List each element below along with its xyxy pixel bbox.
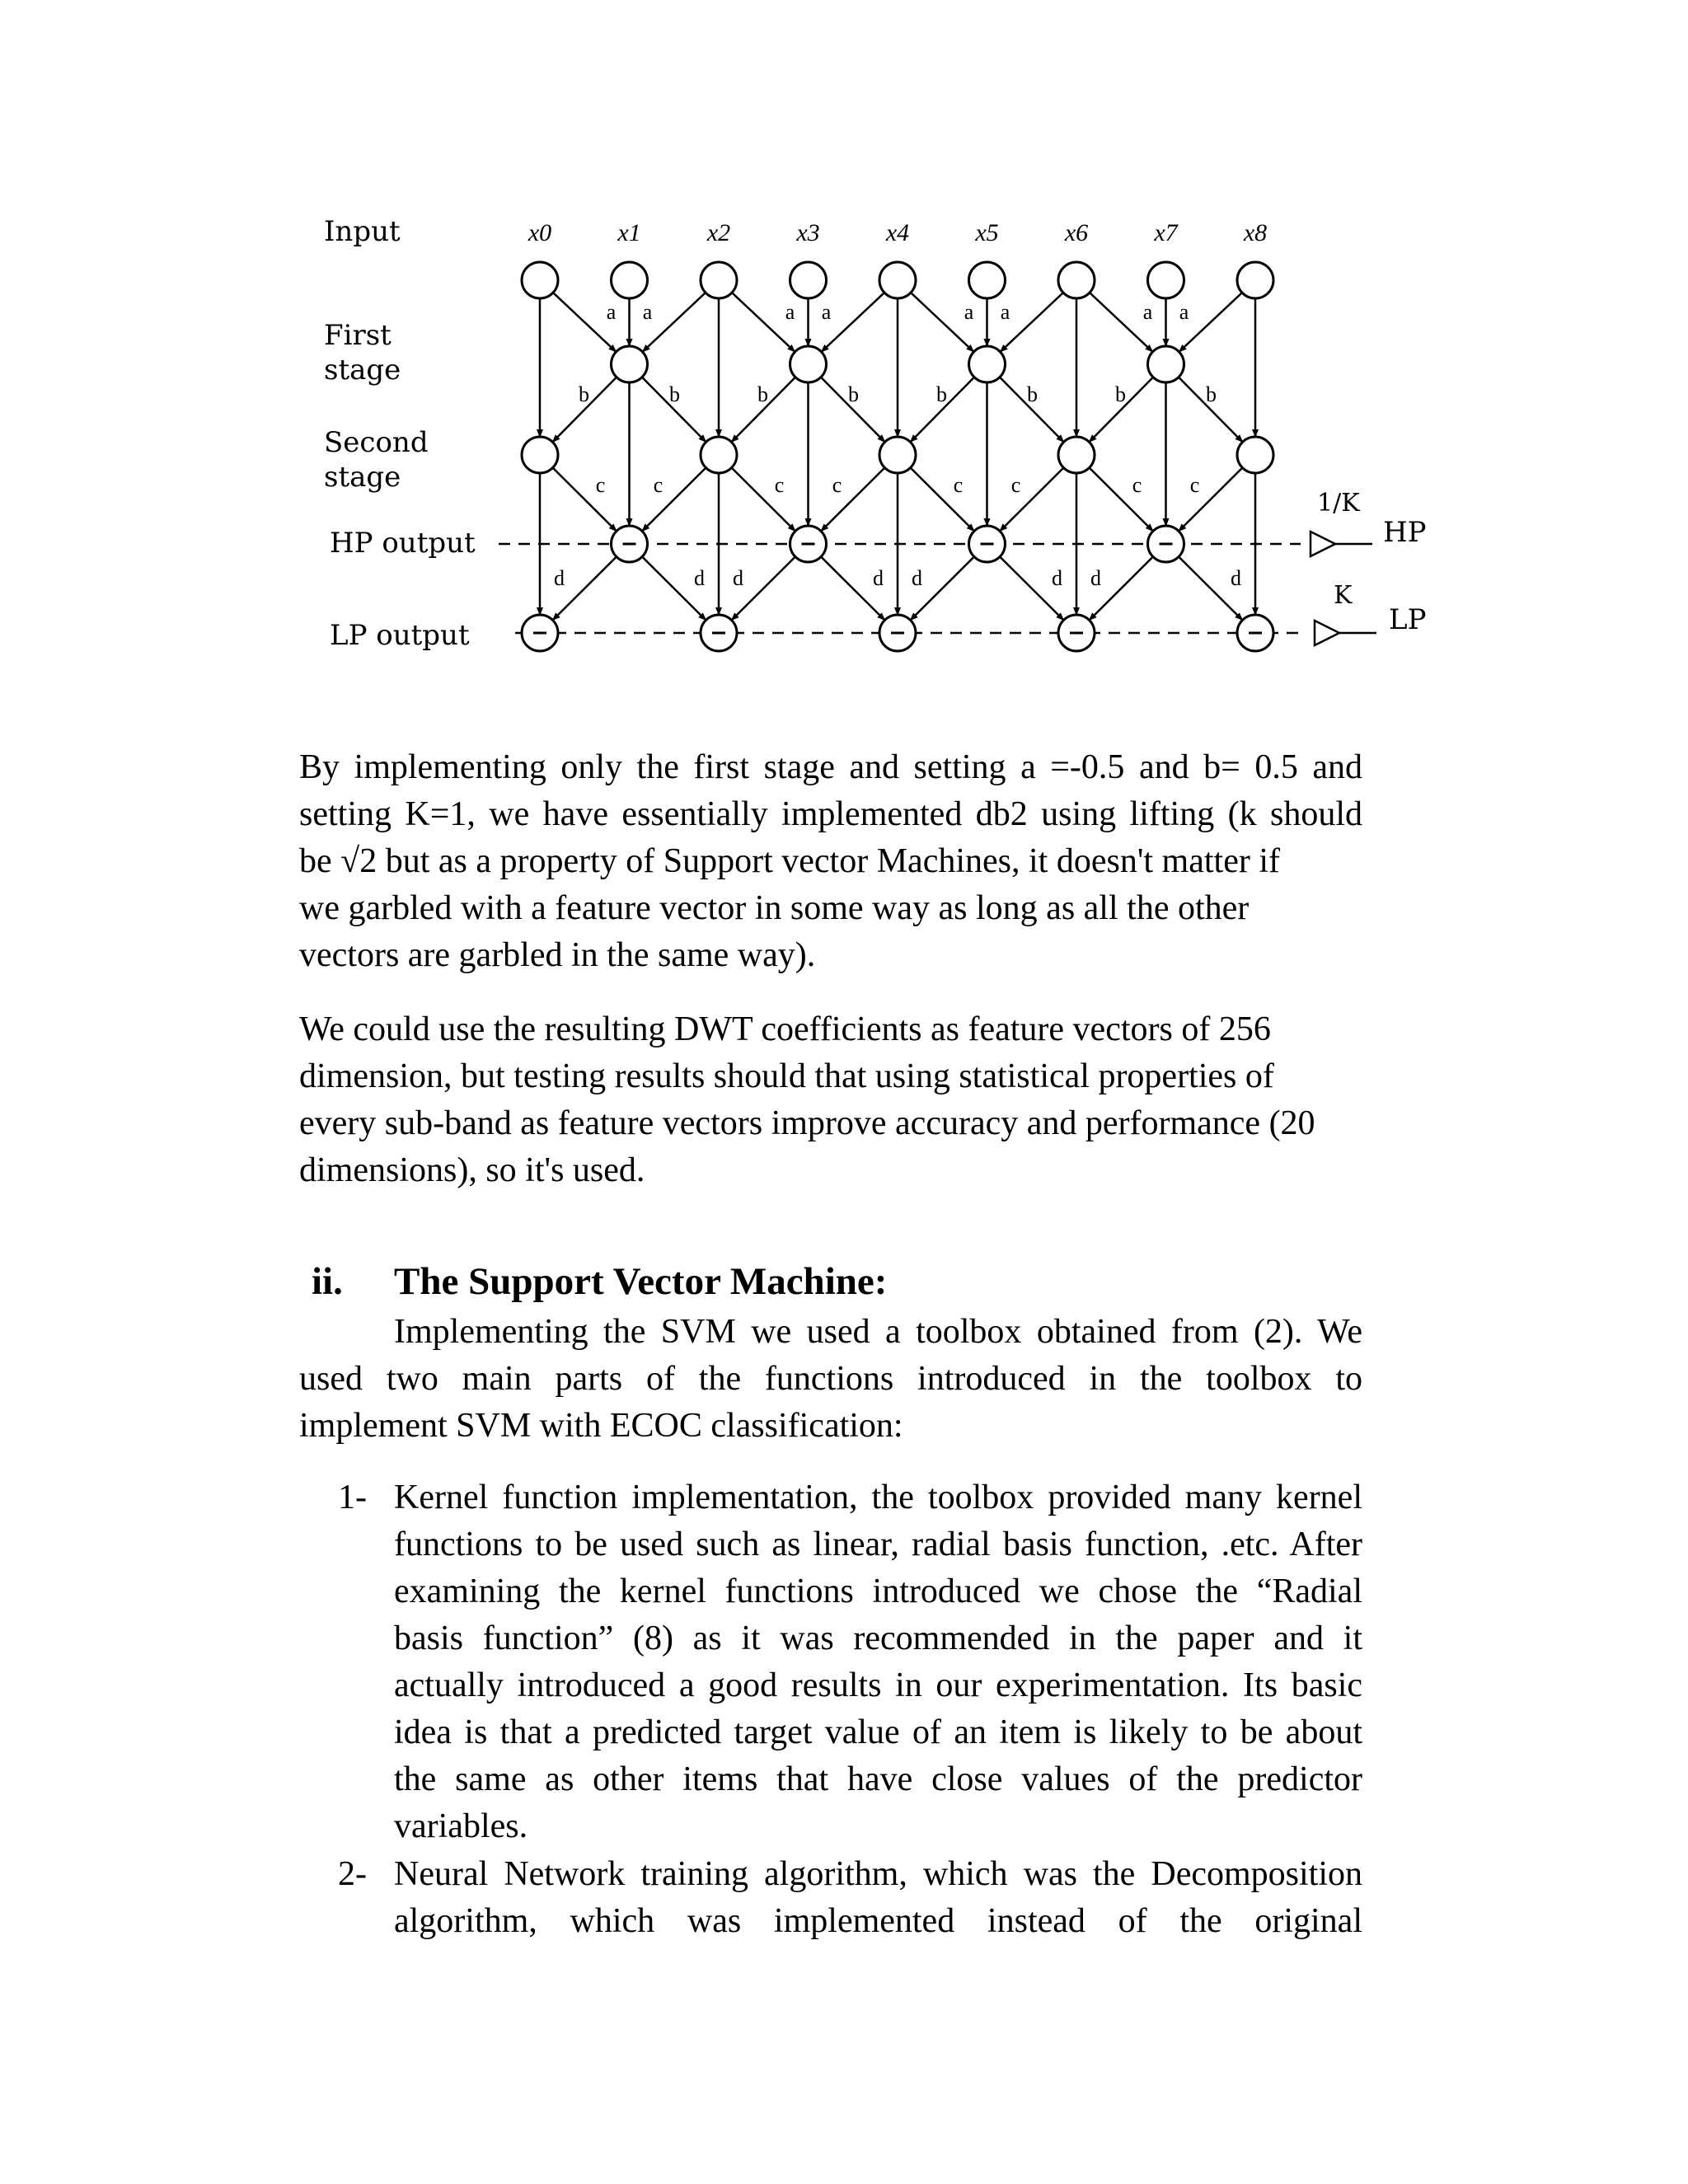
diagram-arrow: [732, 468, 795, 532]
input-label-x7: x7: [1154, 219, 1178, 246]
output-label-lp: LP: [1389, 603, 1427, 636]
diagram-node: [1148, 262, 1184, 298]
diagram-node: [790, 346, 827, 382]
input-label-x6: x6: [1064, 219, 1089, 246]
coef-label-a: a: [1142, 300, 1153, 324]
diagram-node: [612, 346, 648, 382]
scale-label-hp: 1/K: [1317, 489, 1360, 518]
diagram-node: [879, 262, 916, 298]
text-line: We could use the resulting DWT coefficients as feature vectors of 256: [299, 1010, 1271, 1048]
input-label-x4: x4: [885, 219, 910, 246]
diagram-arrow: [821, 468, 884, 532]
input-label-x0: x0: [528, 219, 552, 246]
row-label-first-stage: stage: [324, 354, 401, 387]
text-line: every sub-band as feature vectors improve accuracy and performance (20: [299, 1104, 1315, 1142]
coef-label-a: a: [821, 300, 832, 324]
text-line: variables.: [394, 1807, 528, 1845]
coef-label-c: c: [1132, 473, 1142, 497]
diagram-arrow: [642, 468, 706, 532]
diagram-node: [879, 437, 916, 473]
coef-label-d: d: [912, 566, 922, 590]
text-line: functions to be used such as linear, radial basis function, .etc. After: [394, 1526, 1362, 1563]
coef-label-b: b: [579, 382, 589, 406]
diagram-node: [1237, 437, 1273, 473]
text-line: the same as other items that have close values of the predictor: [394, 1760, 1362, 1798]
section-number: ii.: [312, 1260, 343, 1303]
coef-label-c: c: [832, 473, 842, 497]
coef-label-b: b: [936, 382, 947, 406]
diagram-node: [1148, 346, 1184, 382]
text-line: be √2 but as a property of Support vector Machines, it doesn't matter if: [299, 842, 1280, 880]
coef-label-d: d: [1052, 566, 1062, 590]
text-line: algorithm, which was implemented instead of the original: [394, 1902, 1362, 1940]
coef-label-a: a: [1179, 300, 1189, 324]
text-line: implement SVM with ECOC classification:: [299, 1407, 903, 1445]
section-heading: [312, 1257, 887, 1306]
hp-scale-triangle: [1311, 532, 1335, 556]
text-line: actually introduced a good results in our experimentation. Its basic: [394, 1666, 1362, 1704]
diagram-arrow: [1179, 468, 1242, 532]
coef-label-b: b: [848, 382, 859, 406]
text-line: basis function” (8) as it was recommended in the paper and it: [394, 1619, 1362, 1657]
coef-label-d: d: [873, 566, 884, 590]
text-line: idea is that a predicted target value of an item is likely to be about: [394, 1713, 1362, 1751]
list-item-body: [394, 1474, 1362, 1850]
coef-label-b: b: [1115, 382, 1126, 406]
input-label-x8: x8: [1243, 219, 1268, 246]
row-label-first: First: [324, 319, 392, 352]
text-line: setting K=1, we have essentially implemented db2 using lifting (k should: [299, 795, 1362, 833]
row-label-lp-output: LP output: [330, 619, 470, 652]
diagram-arrow: [1090, 468, 1153, 532]
coef-label-a: a: [785, 300, 795, 324]
text-line: examining the kernel functions introduced we chose the “Radial: [394, 1572, 1362, 1610]
row-label-hp-output: HP output: [330, 527, 476, 560]
list-marker: 1-: [338, 1479, 367, 1516]
list-item-body: [394, 1851, 1362, 1945]
text-line: used two main parts of the functions introduced in the toolbox to: [299, 1360, 1362, 1398]
diagram-node: [1058, 437, 1095, 473]
diagram-node: [969, 346, 1006, 382]
input-label-x2: x2: [706, 219, 731, 246]
coef-label-b: b: [757, 382, 768, 406]
coef-label-b: b: [1206, 382, 1217, 406]
text-line: Neural Network training algorithm, which was the Decomposition: [394, 1855, 1362, 1893]
coef-label-c: c: [595, 473, 606, 497]
coef-label-d: d: [733, 566, 743, 590]
coef-label-a: a: [606, 300, 617, 324]
text-line: Implementing the SVM we used a toolbox obtained from (2). We: [394, 1313, 1362, 1351]
row-label-second-stage: stage: [324, 461, 401, 494]
paragraph-dwt-features: [299, 1006, 1362, 1194]
diagram-node: [1058, 262, 1095, 298]
scale-label-lp: K: [1334, 581, 1353, 610]
coef-label-c: c: [653, 473, 663, 497]
coef-label-c: c: [1189, 473, 1200, 497]
input-label-x5: x5: [975, 219, 999, 246]
diagram-node: [969, 262, 1006, 298]
text-line: Kernel function implementation, the toolbox provided many kernel: [394, 1479, 1362, 1516]
text-line: By implementing only the first stage and setting a =-0.5 and b= 0.5 and: [299, 748, 1362, 786]
coef-label-c: c: [953, 473, 964, 497]
output-label-hp: HP: [1383, 516, 1427, 549]
diagram-node: [701, 262, 737, 298]
coef-label-b: b: [1027, 382, 1038, 406]
coef-label-c: c: [774, 473, 785, 497]
text-line: we garbled with a feature vector in some way as long as all the other: [299, 889, 1250, 927]
text-line: vectors are garbled in the same way).: [299, 936, 816, 974]
diagram-node: [522, 262, 558, 298]
coef-label-b: b: [669, 382, 680, 406]
text-line: dimensions), so it's used.: [299, 1151, 645, 1189]
row-label-second: Second: [324, 426, 429, 459]
coef-label-d: d: [554, 566, 565, 590]
list-marker: 2-: [338, 1855, 367, 1893]
coef-label-d: d: [1231, 566, 1241, 590]
text-line: dimension, but testing results should that using statistical properties of: [299, 1057, 1274, 1095]
paragraph-lifting-db2: [299, 744, 1362, 979]
diagram-arrow: [1000, 468, 1063, 532]
lp-scale-triangle: [1315, 621, 1339, 645]
diagram-arrow: [911, 468, 974, 532]
coef-label-d: d: [694, 566, 705, 590]
section-title: The Support Vector Machine:: [394, 1260, 888, 1303]
diagram-node: [1237, 262, 1273, 298]
coef-label-a: a: [642, 300, 653, 324]
lifting-scheme-diagram: [313, 202, 1451, 672]
input-label-x3: x3: [796, 219, 820, 246]
input-label-x1: x1: [617, 219, 641, 246]
coef-label-d: d: [1090, 566, 1101, 590]
diagram-node: [522, 437, 558, 473]
row-label-input: Input: [324, 215, 401, 248]
coef-label-a: a: [964, 300, 974, 324]
coef-label-c: c: [1010, 473, 1021, 497]
diagram-node: [701, 437, 737, 473]
diagram-arrow: [553, 468, 617, 532]
coef-label-a: a: [1000, 300, 1010, 324]
diagram-node: [612, 262, 648, 298]
diagram-node: [790, 262, 827, 298]
paragraph-svm-toolbox: [299, 1309, 1362, 1450]
